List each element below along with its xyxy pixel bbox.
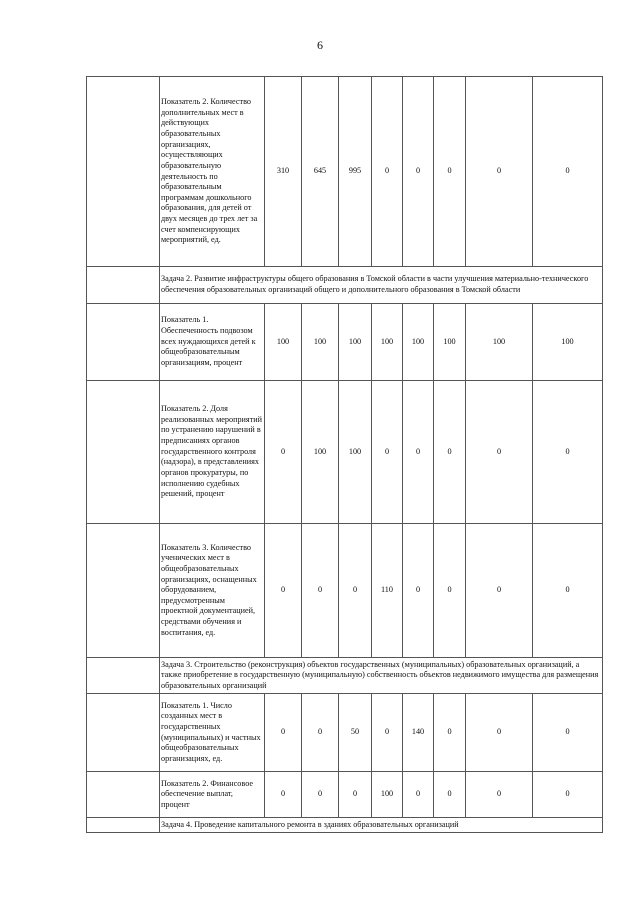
value-cell: 0 bbox=[403, 381, 434, 524]
indicator-label: Показатель 2. Доля реализованных мероприятий по устранению нарушений в предписаниях органов государственного контроля (надзора), в представлениях органов прокуратуры, по исполнению судебных решений, процент bbox=[160, 381, 265, 524]
table-row bbox=[87, 772, 603, 818]
indicators-table bbox=[86, 76, 603, 833]
value-cell: 0 bbox=[265, 381, 302, 524]
value-cell: 0 bbox=[434, 77, 466, 267]
value-cell: 0 bbox=[533, 381, 603, 524]
value-cell: 0 bbox=[302, 524, 339, 658]
table-row bbox=[87, 77, 603, 267]
value-cell: 0 bbox=[466, 694, 533, 772]
table-row bbox=[87, 267, 603, 304]
value-cell: 0 bbox=[339, 772, 372, 818]
value-cell: 100 bbox=[434, 304, 466, 381]
value-cell: 0 bbox=[533, 694, 603, 772]
table-row bbox=[87, 381, 603, 524]
value-cell: 100 bbox=[302, 381, 339, 524]
value-cell: 0 bbox=[339, 524, 372, 658]
blank-cell bbox=[87, 694, 160, 772]
value-cell: 0 bbox=[533, 772, 603, 818]
value-cell: 0 bbox=[372, 77, 403, 267]
value-cell: 0 bbox=[466, 524, 533, 658]
value-cell: 0 bbox=[265, 694, 302, 772]
value-cell: 0 bbox=[302, 694, 339, 772]
value-cell: 50 bbox=[339, 694, 372, 772]
blank-cell bbox=[87, 818, 160, 833]
value-cell: 0 bbox=[265, 524, 302, 658]
page-number: 6 bbox=[317, 38, 323, 52]
indicator-label: Показатель 1. Обеспеченность подвозом всех нуждающихся детей к общеобразовательным организациям, процент bbox=[160, 304, 265, 381]
table-row bbox=[87, 818, 603, 833]
value-cell: 645 bbox=[302, 77, 339, 267]
blank-cell bbox=[87, 658, 160, 694]
table-row bbox=[87, 524, 603, 658]
value-cell: 140 bbox=[403, 694, 434, 772]
value-cell: 100 bbox=[372, 304, 403, 381]
value-cell: 100 bbox=[302, 304, 339, 381]
indicator-label: Показатель 3. Количество ученических мест в общеобразовательных организациях, оснащенных оборудованием, предусмотренным проектной документацией, средствами обучения и воспитания, ед. bbox=[160, 524, 265, 658]
value-cell: 0 bbox=[434, 772, 466, 818]
value-cell: 0 bbox=[265, 772, 302, 818]
value-cell: 100 bbox=[403, 304, 434, 381]
task-heading: Задача 4. Проведение капитального ремонта в зданиях образовательных организаций bbox=[160, 818, 603, 833]
value-cell: 0 bbox=[466, 381, 533, 524]
value-cell: 100 bbox=[533, 304, 603, 381]
table-row bbox=[87, 694, 603, 772]
table-row bbox=[87, 304, 603, 381]
value-cell: 100 bbox=[372, 772, 403, 818]
blank-cell bbox=[87, 381, 160, 524]
value-cell: 0 bbox=[434, 524, 466, 658]
value-cell: 0 bbox=[466, 77, 533, 267]
value-cell: 0 bbox=[372, 381, 403, 524]
indicator-label: Показатель 2. Финансовое обеспечение выплат, процент bbox=[160, 772, 265, 818]
value-cell: 0 bbox=[372, 694, 403, 772]
table-row bbox=[87, 658, 603, 694]
value-cell: 110 bbox=[372, 524, 403, 658]
value-cell: 0 bbox=[434, 694, 466, 772]
blank-cell bbox=[87, 304, 160, 381]
value-cell: 995 bbox=[339, 77, 372, 267]
value-cell: 100 bbox=[466, 304, 533, 381]
indicator-label: Показатель 2. Количество дополнительных мест в действующих образовательных организациях, осуществляющих образовательную деятельность по образовательным программам дошкольного образования, для детей от двух месяцев до трех лет за счет компенсирующих мероприятий, ед. bbox=[160, 77, 265, 267]
value-cell: 0 bbox=[403, 77, 434, 267]
value-cell: 0 bbox=[533, 77, 603, 267]
value-cell: 310 bbox=[265, 77, 302, 267]
indicator-label: Показатель 1. Число созданных мест в государственных (муниципальных) и частных общеобразовательных организациях, ед. bbox=[160, 694, 265, 772]
value-cell: 0 bbox=[403, 524, 434, 658]
blank-cell bbox=[87, 77, 160, 267]
task-heading: Задача 3. Строительство (реконструкция) объектов государственных (муниципальных) образовательных организаций, а также приобретение в государственную (муниципальную) собственность объектов недвижимого имущества для размещения образовательных организаций bbox=[160, 658, 603, 694]
blank-cell bbox=[87, 267, 160, 304]
task-heading: Задача 2. Развитие инфраструктуры общего образования в Томской области в части улучшения материально-технического обеспечения образовательных организаций общего и дополнительного образования в Томской области bbox=[160, 267, 603, 304]
value-cell: 100 bbox=[265, 304, 302, 381]
blank-cell bbox=[87, 772, 160, 818]
value-cell: 0 bbox=[302, 772, 339, 818]
value-cell: 0 bbox=[466, 772, 533, 818]
value-cell: 100 bbox=[339, 304, 372, 381]
value-cell: 100 bbox=[339, 381, 372, 524]
value-cell: 0 bbox=[533, 524, 603, 658]
blank-cell bbox=[87, 524, 160, 658]
value-cell: 0 bbox=[403, 772, 434, 818]
value-cell: 0 bbox=[434, 381, 466, 524]
